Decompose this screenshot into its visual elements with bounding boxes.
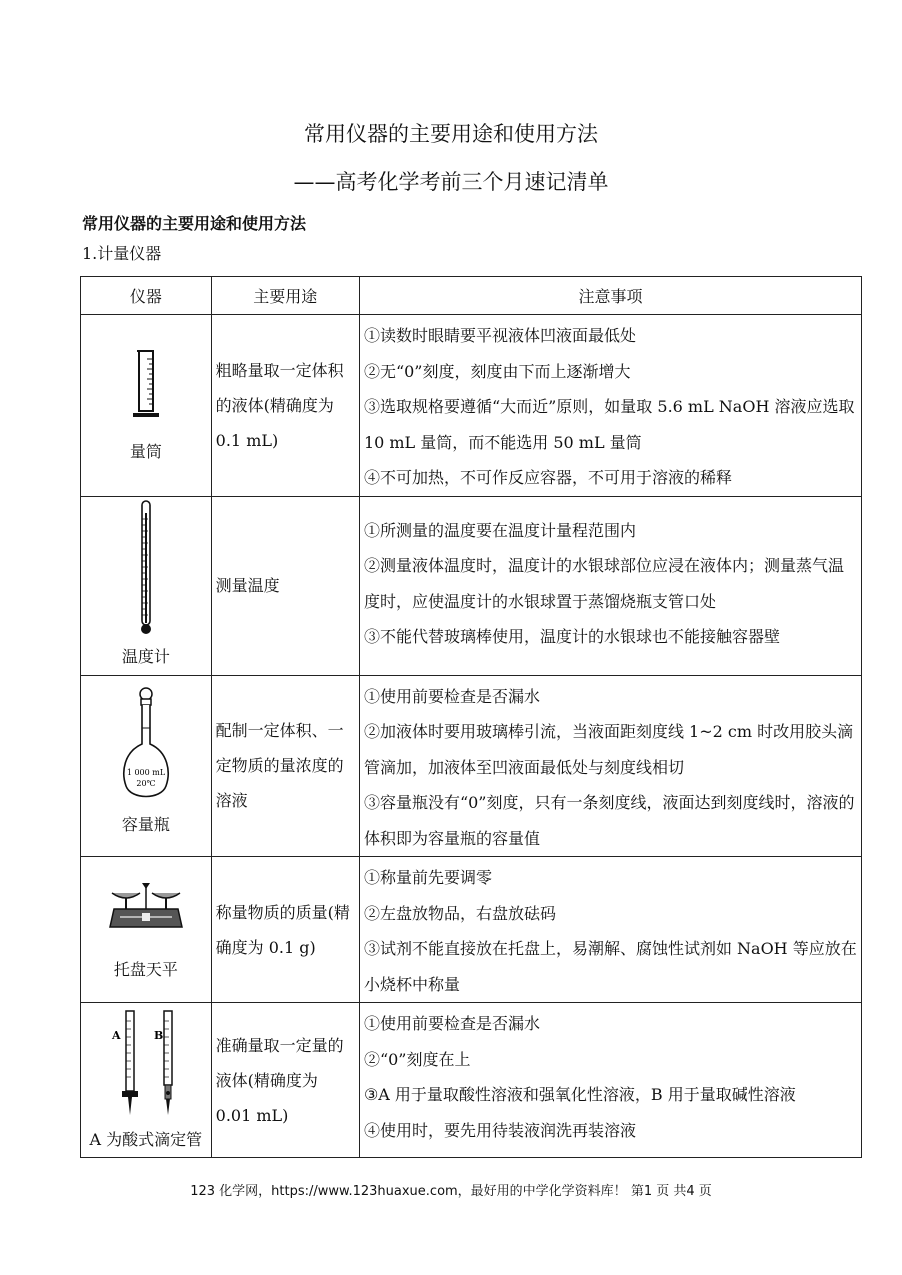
instrument-table <box>80 276 862 1158</box>
use-cell: 准确量取一定量的液体(精确度为 0.01 mL) <box>211 1003 359 1158</box>
note-item: ③选取规格要遵循“大而近”原则，如量取 5.6 mL NaOH 溶液应选取 10 mL 量筒，而不能选用 50 mL 量筒 <box>363 397 855 452</box>
instrument-cell <box>81 1003 212 1158</box>
table-row <box>81 496 862 675</box>
burette-b-label: B <box>153 1029 164 1042</box>
flask-capacity-label: 1 000 mL <box>126 767 165 777</box>
table-row <box>81 1003 862 1158</box>
instrument-name: 容量瓶 <box>121 814 170 834</box>
note-item: ②加液体时要用玻璃棒引流，当液面距刻度线 1~2 cm 时改用胶头滴管滴加，加液体至凹液面最低处与刻度线相切 <box>363 722 854 777</box>
header-use: 主要用途 <box>211 277 359 315</box>
header-instrument: 仪器 <box>81 277 212 315</box>
notes-cell <box>359 675 861 857</box>
instrument-name: 量筒 <box>129 442 162 461</box>
note-item: ③不能代替玻璃棒使用，温度计的水银球也不能接触容器壁 <box>363 627 780 646</box>
use-cell: 配制一定体积、一定物质的量浓度的溶液 <box>211 675 359 857</box>
page-subtitle: ——高考化学考前三个月速记清单 <box>293 170 609 194</box>
table-row <box>81 315 862 497</box>
note-item: ①使用前要检查是否漏水 <box>363 686 540 706</box>
notes-cell <box>359 857 861 1003</box>
use-cell: 测量温度 <box>211 496 359 675</box>
note-item: ①读数时眼睛要平视液体凹液面最低处 <box>363 326 636 345</box>
instrument-cell <box>81 675 212 857</box>
instrument-name: A 为酸式滴定管 <box>89 1130 203 1149</box>
burette-a-label: A <box>111 1029 121 1042</box>
note-item: ③容量瓶没有“0”刻度，只有一条刻度线，液面达到刻度线时，溶液的体积即为容量瓶的容量值 <box>363 793 855 848</box>
instrument-name: 温度计 <box>121 646 170 666</box>
note-item: ③试剂不能直接放在托盘上，易潮解、腐蚀性试剂如 NaOH 等应放在小烧杯中称量 <box>363 939 857 994</box>
notes-cell <box>359 315 861 497</box>
balance-icon <box>106 879 186 939</box>
note-item: ②无“0”刻度，刻度由下而上逐渐增大 <box>363 361 631 381</box>
note-item: ②“0”刻度在上 <box>363 1049 471 1069</box>
subsection-heading: 1.计量仪器 <box>82 244 162 263</box>
header-notes: 注意事项 <box>359 277 861 315</box>
thermometer-icon <box>131 499 161 639</box>
page-title: 常用仪器的主要用途和使用方法 <box>304 122 598 146</box>
note-item: ②测量液体温度时，温度计的水银球部位应浸在液体内；测量蒸气温度时，应使温度计的水银球置于蒸馏烧瓶支管口处 <box>363 556 844 611</box>
instrument-cell <box>81 496 212 675</box>
graduated-cylinder-icon <box>126 347 166 427</box>
note-item: ①所测量的温度要在温度计量程范围内 <box>363 520 636 540</box>
instrument-cell <box>81 857 212 1003</box>
burette-icon <box>106 1007 186 1119</box>
note-item: ②左盘放物品，右盘放砝码 <box>363 903 556 923</box>
note-item: ④不可加热，不可作反应容器，不可用于溶液的稀释 <box>363 468 732 487</box>
table-row <box>81 857 862 1003</box>
notes-cell <box>359 496 861 675</box>
note-item: ①称量前先要调零 <box>363 868 492 887</box>
page-footer: 123 化学网，https://www.123huaxue.com，最好用的中学化学资料库！ 第1 页 共4 页 <box>190 1184 712 1199</box>
instrument-cell <box>81 315 212 497</box>
volumetric-flask-icon <box>116 686 176 808</box>
section-heading: 常用仪器的主要用途和使用方法 <box>82 214 307 233</box>
instrument-name: 托盘天平 <box>113 960 178 979</box>
notes-cell <box>359 1003 861 1158</box>
use-cell: 粗略量取一定体积的液体(精确度为 0.1 mL) <box>211 315 359 497</box>
note-item: ③A 用于量取酸性溶液和强氧化性溶液，B 用于量取碱性溶液 <box>363 1085 796 1104</box>
flask-temperature-label: 20℃ <box>136 778 156 788</box>
use-cell: 称量物质的质量(精确度为 0.1 g) <box>211 857 359 1003</box>
table-row <box>81 675 862 857</box>
note-item: ④使用时，要先用待装液润洗再装溶液 <box>363 1120 636 1140</box>
table-header-row <box>81 277 862 315</box>
note-item: ①使用前要检查是否漏水 <box>363 1014 540 1033</box>
